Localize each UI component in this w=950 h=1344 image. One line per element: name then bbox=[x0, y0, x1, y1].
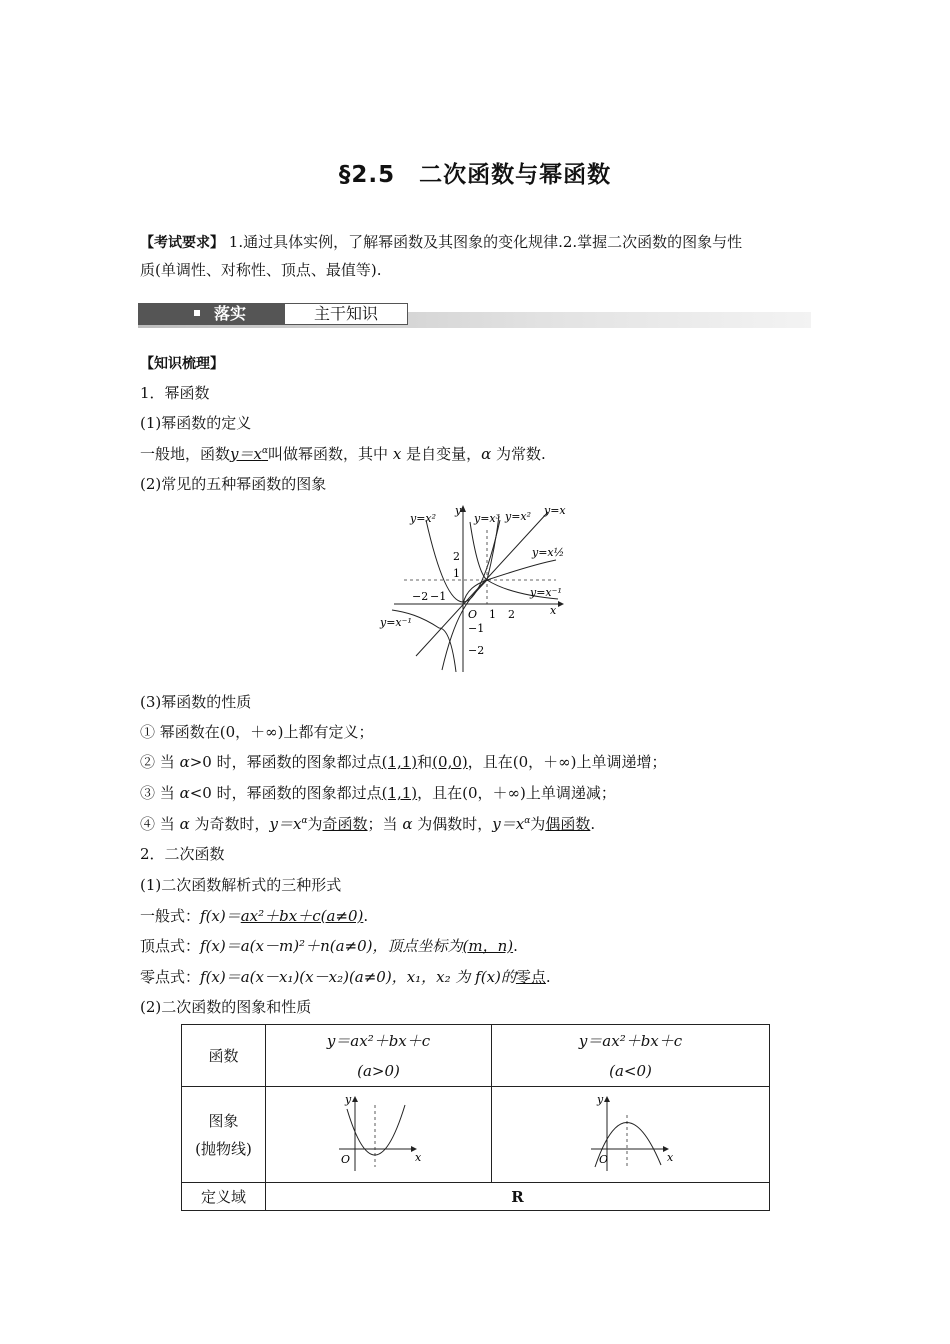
s2-form-general bbox=[140, 905, 368, 926]
f3-label: 零点式： bbox=[140, 968, 201, 986]
f2-label: 顶点式： bbox=[140, 937, 201, 955]
s1-heading: 1．幂函数 bbox=[140, 384, 210, 402]
p3-d: ，且在(0，＋∞)上单调递减； bbox=[417, 784, 616, 802]
tick-y-m2: −2 bbox=[468, 644, 485, 657]
p2-b: >0 时，幂函数的图象都过点 bbox=[189, 753, 382, 771]
page-title: §2.5 二次函数与幂函数 bbox=[338, 162, 612, 188]
y-arrow-icon bbox=[352, 1096, 358, 1102]
banner-left-label: 落实 bbox=[214, 304, 247, 323]
requirements-text-1: 1.通过具体实例，了解幂函数及其图象的变化规律.2.掌握二次函数的图象与性 bbox=[228, 233, 743, 251]
cell-a-negative bbox=[492, 1025, 770, 1087]
requirements-label: 【考试要求】 bbox=[140, 235, 224, 251]
table-row-domain bbox=[182, 1183, 770, 1211]
banner-light-tab: 主干知识 bbox=[284, 303, 408, 325]
p4-formula-sup-2: α bbox=[524, 816, 531, 826]
def-end: 为常数. bbox=[496, 445, 546, 463]
power-functions-graph bbox=[376, 500, 576, 676]
f1-end: . bbox=[363, 907, 369, 925]
p4-b: 为奇数时， bbox=[194, 815, 270, 833]
def-mid: 叫做幂函数，其中 bbox=[268, 445, 389, 463]
origin-label: O bbox=[598, 1152, 608, 1166]
def-alpha: α bbox=[481, 445, 492, 463]
p2-point-2: (0,0) bbox=[432, 753, 468, 771]
p2-alpha: α bbox=[179, 753, 190, 771]
s2-heading: 2．二次函数 bbox=[140, 845, 225, 863]
p4-even: 偶函数 bbox=[545, 815, 591, 833]
label-yx3: y=x³ bbox=[474, 512, 501, 525]
p4-e: ；当 bbox=[367, 815, 398, 833]
s1-def-title: (1)幂函数的定义 bbox=[140, 414, 252, 432]
cell-parabola-down bbox=[492, 1087, 770, 1183]
p3-b: <0 时，幂函数的图象都过点 bbox=[189, 784, 382, 802]
label-yhalf: y=x½ bbox=[532, 546, 565, 559]
f1-label: 一般式： bbox=[140, 907, 201, 925]
s2-form-zero bbox=[140, 966, 551, 987]
cell-parabola-up bbox=[266, 1087, 492, 1183]
f1-answer: ax²＋bx＋c(a≠0) bbox=[240, 907, 364, 925]
p4-alpha-2: α bbox=[402, 815, 413, 833]
graph-label-2: (抛物线) bbox=[195, 1139, 252, 1158]
table-row-function bbox=[182, 1025, 770, 1087]
tick-y-m1: −1 bbox=[468, 622, 485, 635]
f2-eq: f(x)＝a(x－m)²＋n(a≠0)，顶点坐标为 bbox=[200, 937, 463, 955]
label-yx: y=x bbox=[544, 504, 566, 517]
row-label-graph bbox=[182, 1087, 266, 1183]
s1-prop-2 bbox=[140, 751, 666, 772]
s2-forms-title: (1)二次函数解析式的三种形式 bbox=[140, 876, 342, 894]
exam-requirements bbox=[140, 229, 812, 284]
s1-graph-title: (2)常见的五种幂函数的图象 bbox=[140, 475, 327, 493]
f2-end: . bbox=[513, 937, 518, 955]
tick-y-2: 2 bbox=[453, 550, 460, 563]
parabola-up-graph bbox=[329, 1093, 429, 1173]
f3-answer: 零点 bbox=[515, 968, 546, 986]
def-formula-main: y＝x bbox=[230, 445, 262, 463]
parabola-down-graph bbox=[581, 1093, 681, 1173]
y-arrow-icon bbox=[604, 1096, 610, 1102]
label-y-axis: y bbox=[455, 504, 462, 517]
p2-point-1: (1,1) bbox=[381, 753, 418, 771]
label-origin: O bbox=[468, 608, 478, 621]
label-x-axis: x bbox=[550, 604, 557, 617]
p4-formula-sup: α bbox=[301, 816, 308, 826]
square-icon bbox=[194, 310, 200, 316]
p2-f: ，且在(0，＋∞)上单调递增； bbox=[467, 753, 667, 771]
p4-odd: 奇函数 bbox=[322, 815, 368, 833]
label-yinv-right: y=x⁻¹ bbox=[530, 586, 562, 599]
s1-prop-1: ① 幂函数在(0，＋∞)上都有定义； bbox=[140, 723, 374, 741]
cond-a-negative: (a<0) bbox=[609, 1061, 652, 1080]
domain-value: R bbox=[266, 1183, 770, 1211]
axis-y-label: y bbox=[596, 1092, 603, 1106]
def-x: x bbox=[392, 445, 402, 463]
s2-form-vertex bbox=[140, 935, 518, 956]
p2-a: ② 当 bbox=[140, 753, 175, 771]
s1-prop-4 bbox=[140, 813, 595, 834]
table-row-graph bbox=[182, 1087, 770, 1183]
def-formula-sup: α bbox=[261, 446, 269, 456]
p4-c: 为 bbox=[307, 815, 323, 833]
p4-alpha: α bbox=[179, 815, 190, 833]
row-label-function: 函数 bbox=[182, 1025, 266, 1087]
label-yinv-left: y=x⁻¹ bbox=[380, 616, 412, 629]
section-label-text: 【知识梳理】 bbox=[140, 356, 224, 372]
p4-i: . bbox=[590, 815, 596, 833]
formula-a-negative: y＝ax²＋bx＋c bbox=[578, 1031, 683, 1050]
p4-g: 为 bbox=[530, 815, 546, 833]
s1-prop-3 bbox=[140, 782, 616, 803]
axis-x-label: x bbox=[666, 1150, 673, 1164]
p3-a: ③ 当 bbox=[140, 784, 175, 802]
row-label-domain: 定义域 bbox=[182, 1183, 266, 1211]
def-mid2: 是自变量， bbox=[406, 445, 482, 463]
label-yx2-right: y=x² bbox=[505, 510, 532, 523]
p4-f: 为偶数时， bbox=[417, 815, 493, 833]
p4-formula: y＝x bbox=[269, 815, 302, 833]
s2-props-title: (2)二次函数的图象和性质 bbox=[140, 998, 312, 1016]
tick-x-2: 2 bbox=[508, 608, 515, 621]
graph-label-1: 图象 bbox=[208, 1111, 239, 1130]
p4-formula-2: y＝x bbox=[492, 815, 525, 833]
formula-a-positive: y＝ax²＋bx＋c bbox=[326, 1031, 431, 1050]
tick-x-m2: −2 bbox=[412, 590, 429, 603]
f2-answer: (m，n) bbox=[462, 937, 514, 955]
origin-label: O bbox=[340, 1152, 350, 1166]
section-banner bbox=[138, 300, 811, 330]
def-formula bbox=[230, 445, 268, 463]
s1-props-title: (3)幂函数的性质 bbox=[140, 693, 252, 711]
def-pre: 一般地，函数 bbox=[140, 445, 231, 463]
banner-dark-tab bbox=[138, 303, 284, 325]
f1-eq: f(x)＝ bbox=[200, 907, 241, 925]
tick-y-1: 1 bbox=[453, 567, 460, 580]
tick-x-m1: −1 bbox=[430, 590, 447, 603]
section-label bbox=[140, 353, 224, 373]
f3-end: . bbox=[545, 968, 551, 986]
p4-a: ④ 当 bbox=[140, 815, 175, 833]
quadratic-table bbox=[181, 1024, 770, 1211]
f3-eq: f(x)＝a(x－x₁)(x－x₂)(a≠0)，x₁，x₂ 为 f(x)的 bbox=[200, 968, 516, 986]
p3-alpha: α bbox=[179, 784, 190, 802]
cond-a-positive: (a>0) bbox=[357, 1061, 400, 1080]
p2-d: 和 bbox=[417, 753, 433, 771]
label-yx2-left: y=x² bbox=[410, 512, 437, 525]
cell-a-positive bbox=[266, 1025, 492, 1087]
requirements-text-2: 质(单调性、对称性、顶点、最值等). bbox=[140, 261, 382, 279]
s1-def-text bbox=[140, 443, 546, 464]
axis-x-label: x bbox=[414, 1150, 421, 1164]
tick-x-1: 1 bbox=[489, 608, 496, 621]
axis-y-label: y bbox=[344, 1092, 351, 1106]
x-axis-arrow-icon bbox=[558, 601, 564, 607]
p3-point: (1,1) bbox=[381, 784, 418, 802]
